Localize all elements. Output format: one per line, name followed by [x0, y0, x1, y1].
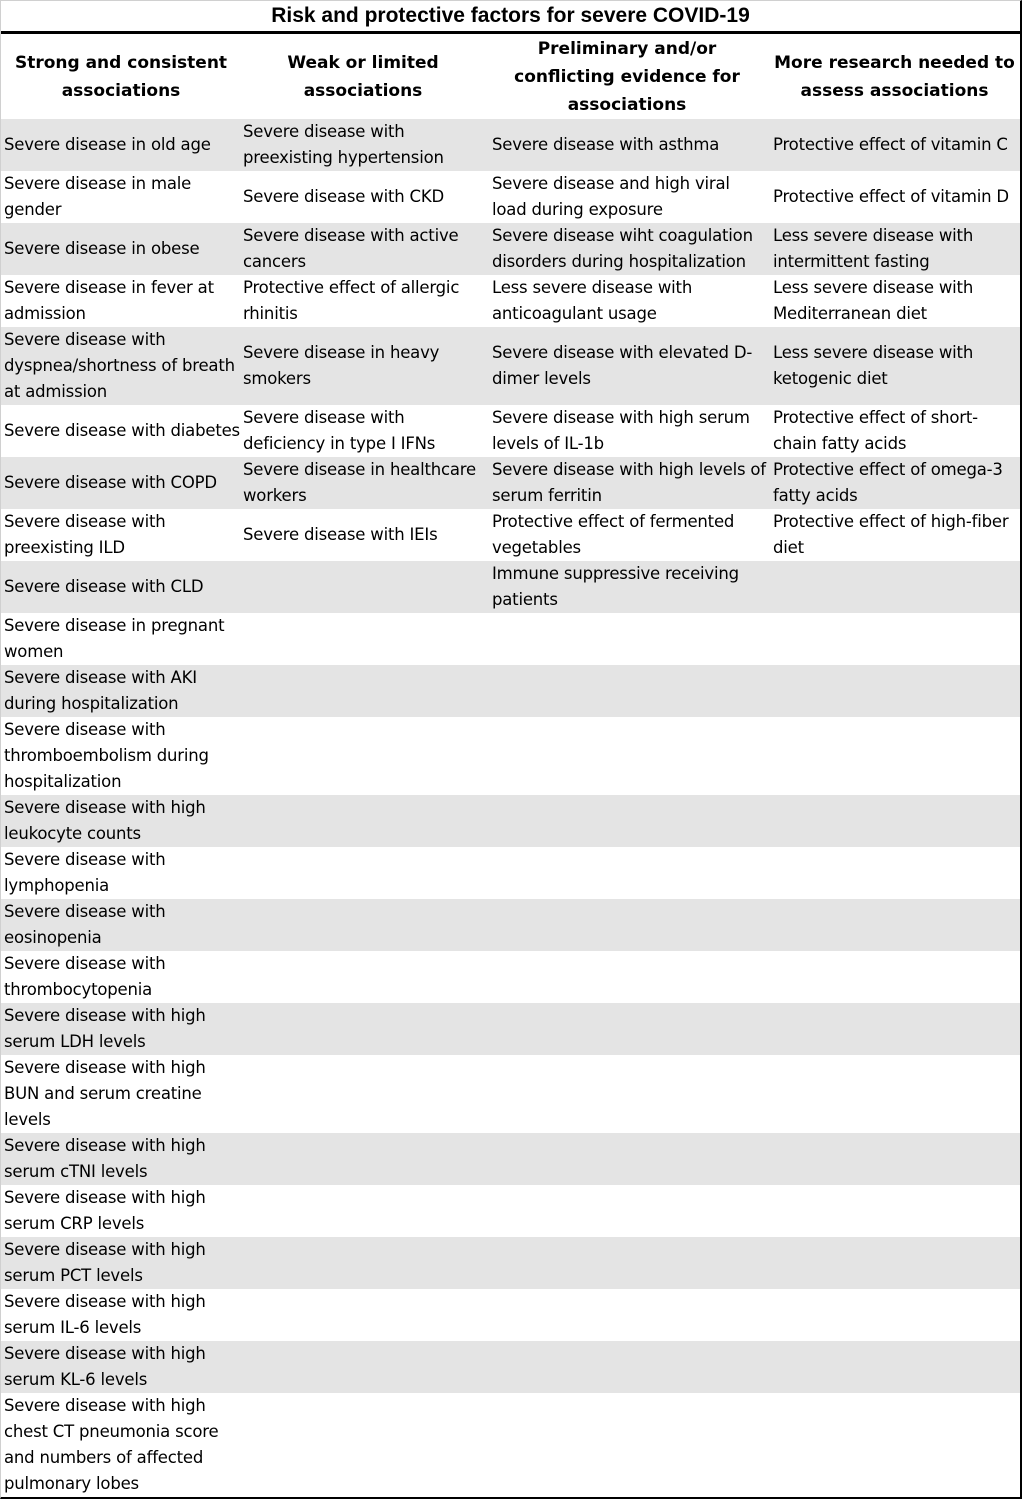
- table-row: [1, 795, 1020, 847]
- table-cell-more-research: Less severe disease with intermittent fasting: [773, 226, 974, 271]
- table-row: [1, 717, 1020, 795]
- table-cell-weak: Severe disease with IEIs: [243, 525, 438, 544]
- table-cell-preliminary: Severe disease with high levels of serum ferritin: [492, 460, 766, 505]
- table-cell-strong: Severe disease with high serum cTNI levels: [4, 1136, 206, 1181]
- table-cell-strong: Severe disease with thromboembolism during hospitalization: [4, 720, 209, 791]
- table-cell-more-research: Less severe disease with ketogenic diet: [773, 343, 974, 388]
- table-cell-more-research: Protective effect of vitamin C: [773, 135, 1008, 154]
- table-cell-preliminary: Severe disease with asthma: [492, 135, 720, 154]
- table-cell-weak: Severe disease with preexisting hypertension: [243, 122, 444, 167]
- table-row: [1, 509, 1020, 561]
- table-cell-strong: Severe disease with high BUN and serum creatine levels: [4, 1058, 206, 1129]
- table-cell-strong: Severe disease with high serum IL-6 levels: [4, 1292, 206, 1337]
- table-row: [1, 223, 1020, 275]
- column-header-weak: Weak or limited associations: [287, 52, 439, 101]
- table-row: [1, 1341, 1020, 1393]
- table-cell-more-research: Protective effect of short-chain fatty acids: [773, 408, 978, 453]
- table-cell-preliminary: Protective effect of fermented vegetables: [492, 512, 735, 557]
- table-row: [1, 457, 1020, 509]
- table-row: [1, 899, 1020, 951]
- table-body: [1, 119, 1020, 1497]
- table-row: [1, 1055, 1020, 1133]
- table-cell-strong: Severe disease with thrombocytopenia: [4, 954, 166, 999]
- table-cell-more-research: Less severe disease with Mediterranean diet: [773, 278, 974, 323]
- column-header-more-research: More research needed to assess associations: [774, 52, 1015, 101]
- table-row: [1, 1003, 1020, 1055]
- table-cell-strong: Severe disease with high serum LDH levels: [4, 1006, 206, 1051]
- table-row: [1, 1185, 1020, 1237]
- table-cell-preliminary: Severe disease with high serum levels of IL-1b: [492, 408, 750, 453]
- table-cell-preliminary: Severe disease and high viral load during exposure: [492, 174, 730, 219]
- table-cell-preliminary: Severe disease with elevated D-dimer levels: [492, 343, 753, 388]
- table-cell-strong: Severe disease in fever at admission: [4, 278, 214, 323]
- column-header-strong: Strong and consistent associations: [14, 52, 228, 101]
- column-header-preliminary: Preliminary and/or conflicting evidence for associations: [514, 38, 740, 115]
- table-row: [1, 1393, 1020, 1497]
- table-title: Risk and protective factors for severe COVID-19: [1, 1, 1020, 34]
- table-cell-strong: Severe disease in pregnant women: [4, 616, 225, 661]
- table-cell-weak: Protective effect of allergic rhinitis: [243, 278, 460, 323]
- table-row: [1, 1289, 1020, 1341]
- table-cell-strong: Severe disease with diabetes: [4, 421, 240, 440]
- table-cell-weak: Severe disease in healthcare workers: [243, 460, 476, 505]
- table-row: [1, 561, 1020, 613]
- table-cell-strong: Severe disease with high serum PCT levels: [4, 1240, 206, 1285]
- table-row: [1, 1237, 1020, 1289]
- table-cell-more-research: Protective effect of high-fiber diet: [773, 512, 1009, 557]
- table-cell-strong: Severe disease with high leukocyte counts: [4, 798, 206, 843]
- table-row: [1, 1133, 1020, 1185]
- table-row: [1, 275, 1020, 327]
- table-cell-strong: Severe disease in male gender: [4, 174, 192, 219]
- table-cell-strong: Severe disease in old age: [4, 135, 211, 154]
- table-cell-weak: Severe disease with CKD: [243, 187, 444, 206]
- table-header-row: [1, 34, 1020, 119]
- table-cell-more-research: Protective effect of vitamin D: [773, 187, 1009, 206]
- table-row: [1, 665, 1020, 717]
- table-cell-strong: Severe disease with high serum CRP levels: [4, 1188, 206, 1233]
- table-cell-weak: Severe disease with active cancers: [243, 226, 459, 271]
- table-cell-strong: Severe disease with high chest CT pneumonia score and numbers of affected pulmonary lobes: [4, 1396, 219, 1493]
- table-cell-preliminary: Less severe disease with anticoagulant usage: [492, 278, 693, 323]
- table-cell-strong: Severe disease with lymphopenia: [4, 850, 166, 895]
- table-row: [1, 171, 1020, 223]
- table-cell-strong: Severe disease with high serum KL-6 levels: [4, 1344, 206, 1389]
- table-cell-preliminary: Immune suppressive receiving patients: [492, 564, 739, 609]
- table-row: [1, 119, 1020, 171]
- table-row: [1, 405, 1020, 457]
- table-cell-weak: Severe disease with deficiency in type I IFNs: [243, 408, 436, 453]
- table-row: [1, 613, 1020, 665]
- table-cell-strong: Severe disease with AKI during hospitalization: [4, 668, 197, 713]
- table-cell-strong: Severe disease with CLD: [4, 577, 204, 596]
- table-row: [1, 951, 1020, 1003]
- table-cell-strong: Severe disease in obese: [4, 239, 200, 258]
- table-cell-strong: Severe disease with preexisting ILD: [4, 512, 166, 557]
- table-cell-strong: Severe disease with eosinopenia: [4, 902, 166, 947]
- table-cell-strong: Severe disease with COPD: [4, 473, 217, 492]
- table-row: [1, 327, 1020, 405]
- table-cell-more-research: Protective effect of omega-3 fatty acids: [773, 460, 1003, 505]
- table-cell-weak: Severe disease in heavy smokers: [243, 343, 440, 388]
- table-cell-strong: Severe disease with dyspnea/shortness of breath at admission: [4, 330, 235, 401]
- table-cell-preliminary: Severe disease wiht coagulation disorders during hospitalization: [492, 226, 753, 271]
- table-row: [1, 847, 1020, 899]
